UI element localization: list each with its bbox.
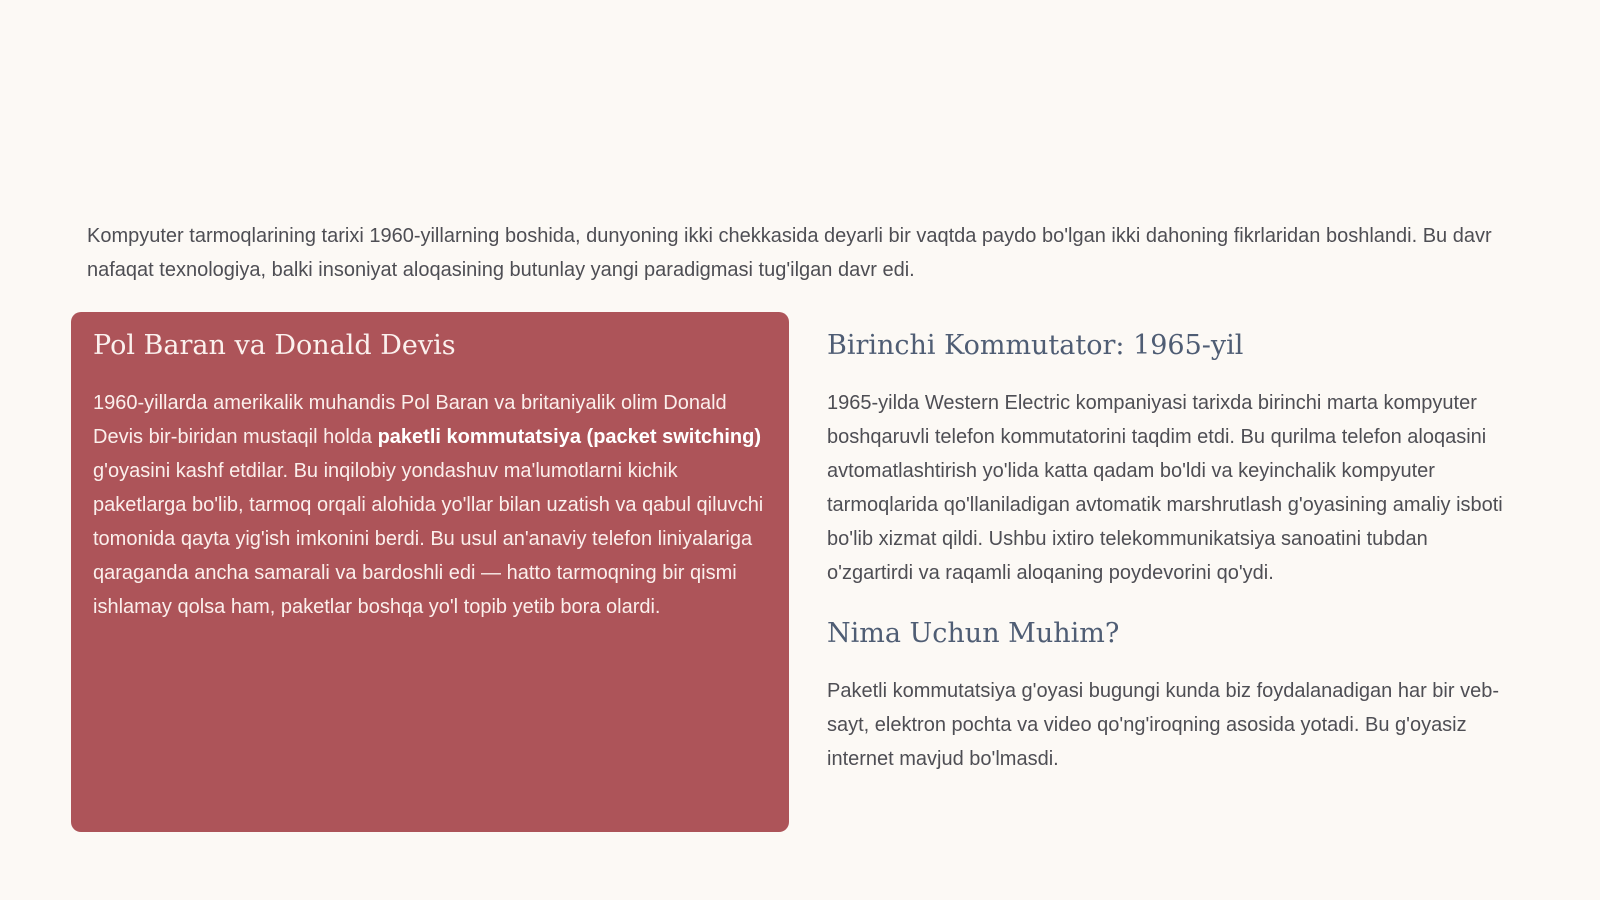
card-body-highlight: paketli kommutatsiya (packet switching) — [377, 426, 762, 448]
section-body-first-switch: 1965-yilda Western Electric kompaniyasi tarixda birinchi marta kompyuter boshqaruvli telefon kommutatorini taqdim etdi. Bu qurilma telefon aloqasini avtomatlashtirish yo'lida katta qadam bo'ldi va keyinchalik kompyuter tarmoqlarida qo'llaniladigan avtomatik marshrutlash g'oyasining amaliy isboti bo'lib xizmat qildi. Ushbu ixtiro telekommunikatsiya sanoatini tubdan o'zgartirdi va raqamli aloqaning poydevorini qo'ydi. — [827, 392, 1503, 584]
card-body-end: g'oyasini kashf etdilar. Bu inqilobiy yondashuv ma'lumotlarni kichik paketlarga bo'lib, tarmoq orqali alohida yo'llar bilan uzatish va qabul qiluvchi tomonida qayta yig'ish imkonini berdi. Bu usul an'anaviy telefon liniyalariga qaraganda ancha samarali va bardoshli edi — hatto tarmoqning bir qismi ishlamay qolsa ham, paketlar boshqa yo'l topib yetib bora olardi. — [93, 460, 764, 618]
card-title: Pol Baran va Donald Devis — [93, 330, 456, 361]
intro-paragraph: Kompyuter tarmoqlarining tarixi 1960-yillarning boshida, dunyoning ikki chekkasida deyarli bir vaqtda paydo bo'lgan ikki dahoning fikrlaridan boshlandi. Bu davr nafaqat texnologiya, balki insoniyat aloqasining butunlay yangi paradigmasi tug'ilgan davr edi. — [87, 225, 1492, 281]
section-title-why-important: Nima Uchun Muhim? — [827, 618, 1120, 649]
highlight-card — [71, 312, 789, 832]
card-body-start: 1960-yillarda amerikalik muhandis Pol Baran va britaniyalik olim Donald Devis bir-biridan mustaqil holda — [93, 392, 727, 448]
right-column — [827, 326, 1517, 776]
section-title-first-switch: Birinchi Kommutator: 1965-yil — [827, 330, 1244, 361]
section-body-why-important: Paketli kommutatsiya g'oyasi bugungi kunda biz foydalanadigan har bir veb-sayt, elektron pochta va video qo'ng'iroqning asosida yotadi. Bu g'oyasiz internet mavjud bo'lmasdi. — [827, 680, 1499, 770]
card-body — [93, 386, 767, 624]
